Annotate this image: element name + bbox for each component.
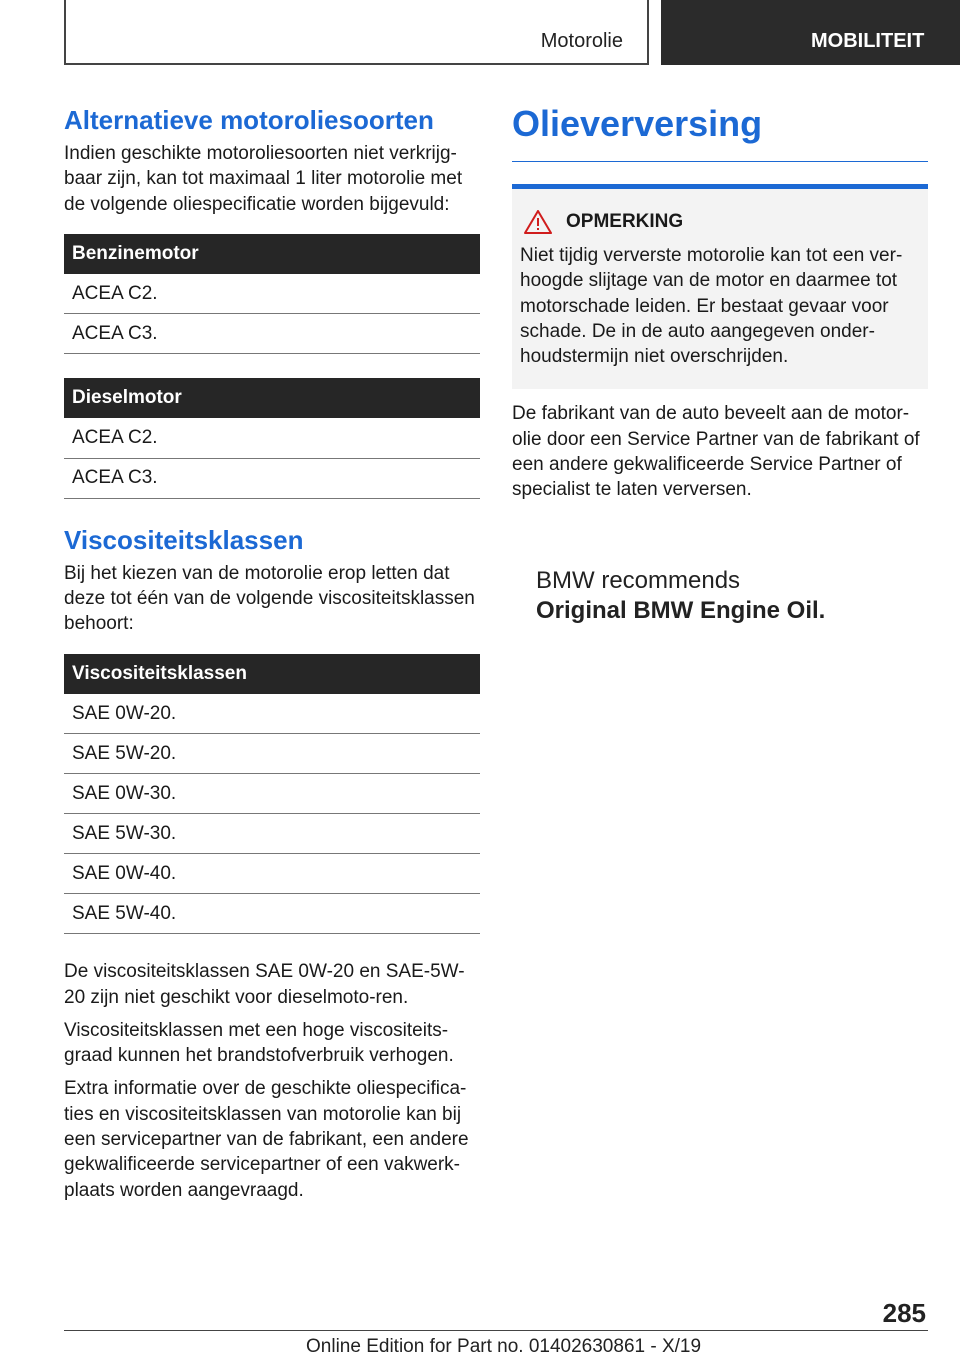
table-cell: ACEA C2.	[64, 274, 480, 314]
left-column	[64, 103, 480, 1203]
alt-oil-text: Indien geschikte motoroliesoorten niet verkrijg-baar zijn, kan tot maximaal 1 liter motorolie met de volgende oliespecificatie worden bijgevuld:	[64, 143, 463, 215]
table-row	[64, 694, 480, 734]
oil-change-text: De fabrikant van de auto beveelt aan de motor-olie door een Service Partner van de fabrikant of een andere gekwalificeerde Service Partner of specialist te laten verversen.	[512, 403, 920, 501]
warning-triangle-icon	[524, 210, 552, 234]
table-cell: ACEA C3.	[64, 314, 480, 354]
note-box	[512, 189, 928, 389]
table-cell: SAE 5W-40.	[64, 894, 480, 934]
table-row	[64, 458, 480, 498]
petrol-table-header: Benzinemotor	[64, 234, 480, 274]
table-cell: ACEA C3.	[64, 458, 480, 498]
header-section-title: Motorolie	[540, 30, 623, 52]
note-text: Niet tijdig ververste motorolie kan tot een ver-hoogde slijtage van de motor en daarmee tot motorschade leiden. Er bestaat gevaar voor schade. De in de auto aangegeven onder-houdstermijn niet overschrijden.	[520, 245, 903, 368]
footer-divider	[64, 1330, 928, 1331]
fuel-consumption-text: Viscositeitsklassen met een hoge viscositeits-graad kunnen het brandstofverbruik verhogen.	[64, 1019, 454, 1067]
diesel-spec-table	[64, 378, 480, 499]
table-row	[64, 314, 480, 354]
header-section-box	[64, 0, 649, 65]
header-chapter-tab	[661, 0, 960, 65]
heading-divider	[512, 161, 928, 162]
table-row	[64, 814, 480, 854]
extra-info-text: Extra informatie over de geschikte oliespecifica-ties en viscositeitsklassen van motorolie kan bij een servicepartner van de fabrikant, een andere gekwalificeerde servicepartner of een vakwerk-plaats worden aangevraagd.	[64, 1078, 469, 1201]
viscosity-table-header: Viscositeitsklassen	[64, 654, 480, 694]
table-row	[64, 274, 480, 314]
banner-line-2: Original BMW Engine Oil.	[536, 597, 826, 624]
diesel-table-header: Dieselmotor	[64, 378, 480, 418]
table-row	[64, 894, 480, 934]
page-number: 285	[882, 1298, 926, 1328]
table-cell: ACEA C2.	[64, 418, 480, 458]
table-cell: SAE 0W-20.	[64, 694, 480, 734]
table-cell: SAE 5W-30.	[64, 814, 480, 854]
table-row	[64, 774, 480, 814]
table-cell: SAE 5W-20.	[64, 734, 480, 774]
header-chapter-title: MOBILITEIT	[811, 30, 925, 52]
table-row	[64, 854, 480, 894]
right-column	[512, 103, 928, 503]
petrol-spec-table	[64, 234, 480, 355]
viscosity-text: Bij het kiezen van de motorolie erop letten dat deze tot één van de volgende viscositeitsklassen behoort:	[64, 562, 475, 635]
diesel-suitability-text: De viscositeitsklassen SAE 0W-20 en SAE-5W-20 zijn niet geschikt voor dieselmoto-ren.	[64, 961, 465, 1008]
footer-edition-text: Online Edition for Part no. 01402630861 - X/19	[306, 1336, 702, 1357]
table-cell: SAE 0W-30.	[64, 774, 480, 814]
table-row	[64, 418, 480, 458]
bmw-oil-banner	[512, 566, 928, 626]
note-label: OPMERKING	[566, 211, 684, 232]
viscosity-heading: Viscositeitsklassen	[64, 524, 304, 555]
oil-change-heading: Olieverversing	[512, 103, 763, 144]
alt-oil-heading: Alternatieve motoroliesoorten	[64, 105, 434, 135]
viscosity-table	[64, 654, 480, 935]
table-cell: SAE 0W-40.	[64, 854, 480, 894]
table-row	[64, 734, 480, 774]
banner-line-1: BMW recommends	[536, 567, 741, 594]
